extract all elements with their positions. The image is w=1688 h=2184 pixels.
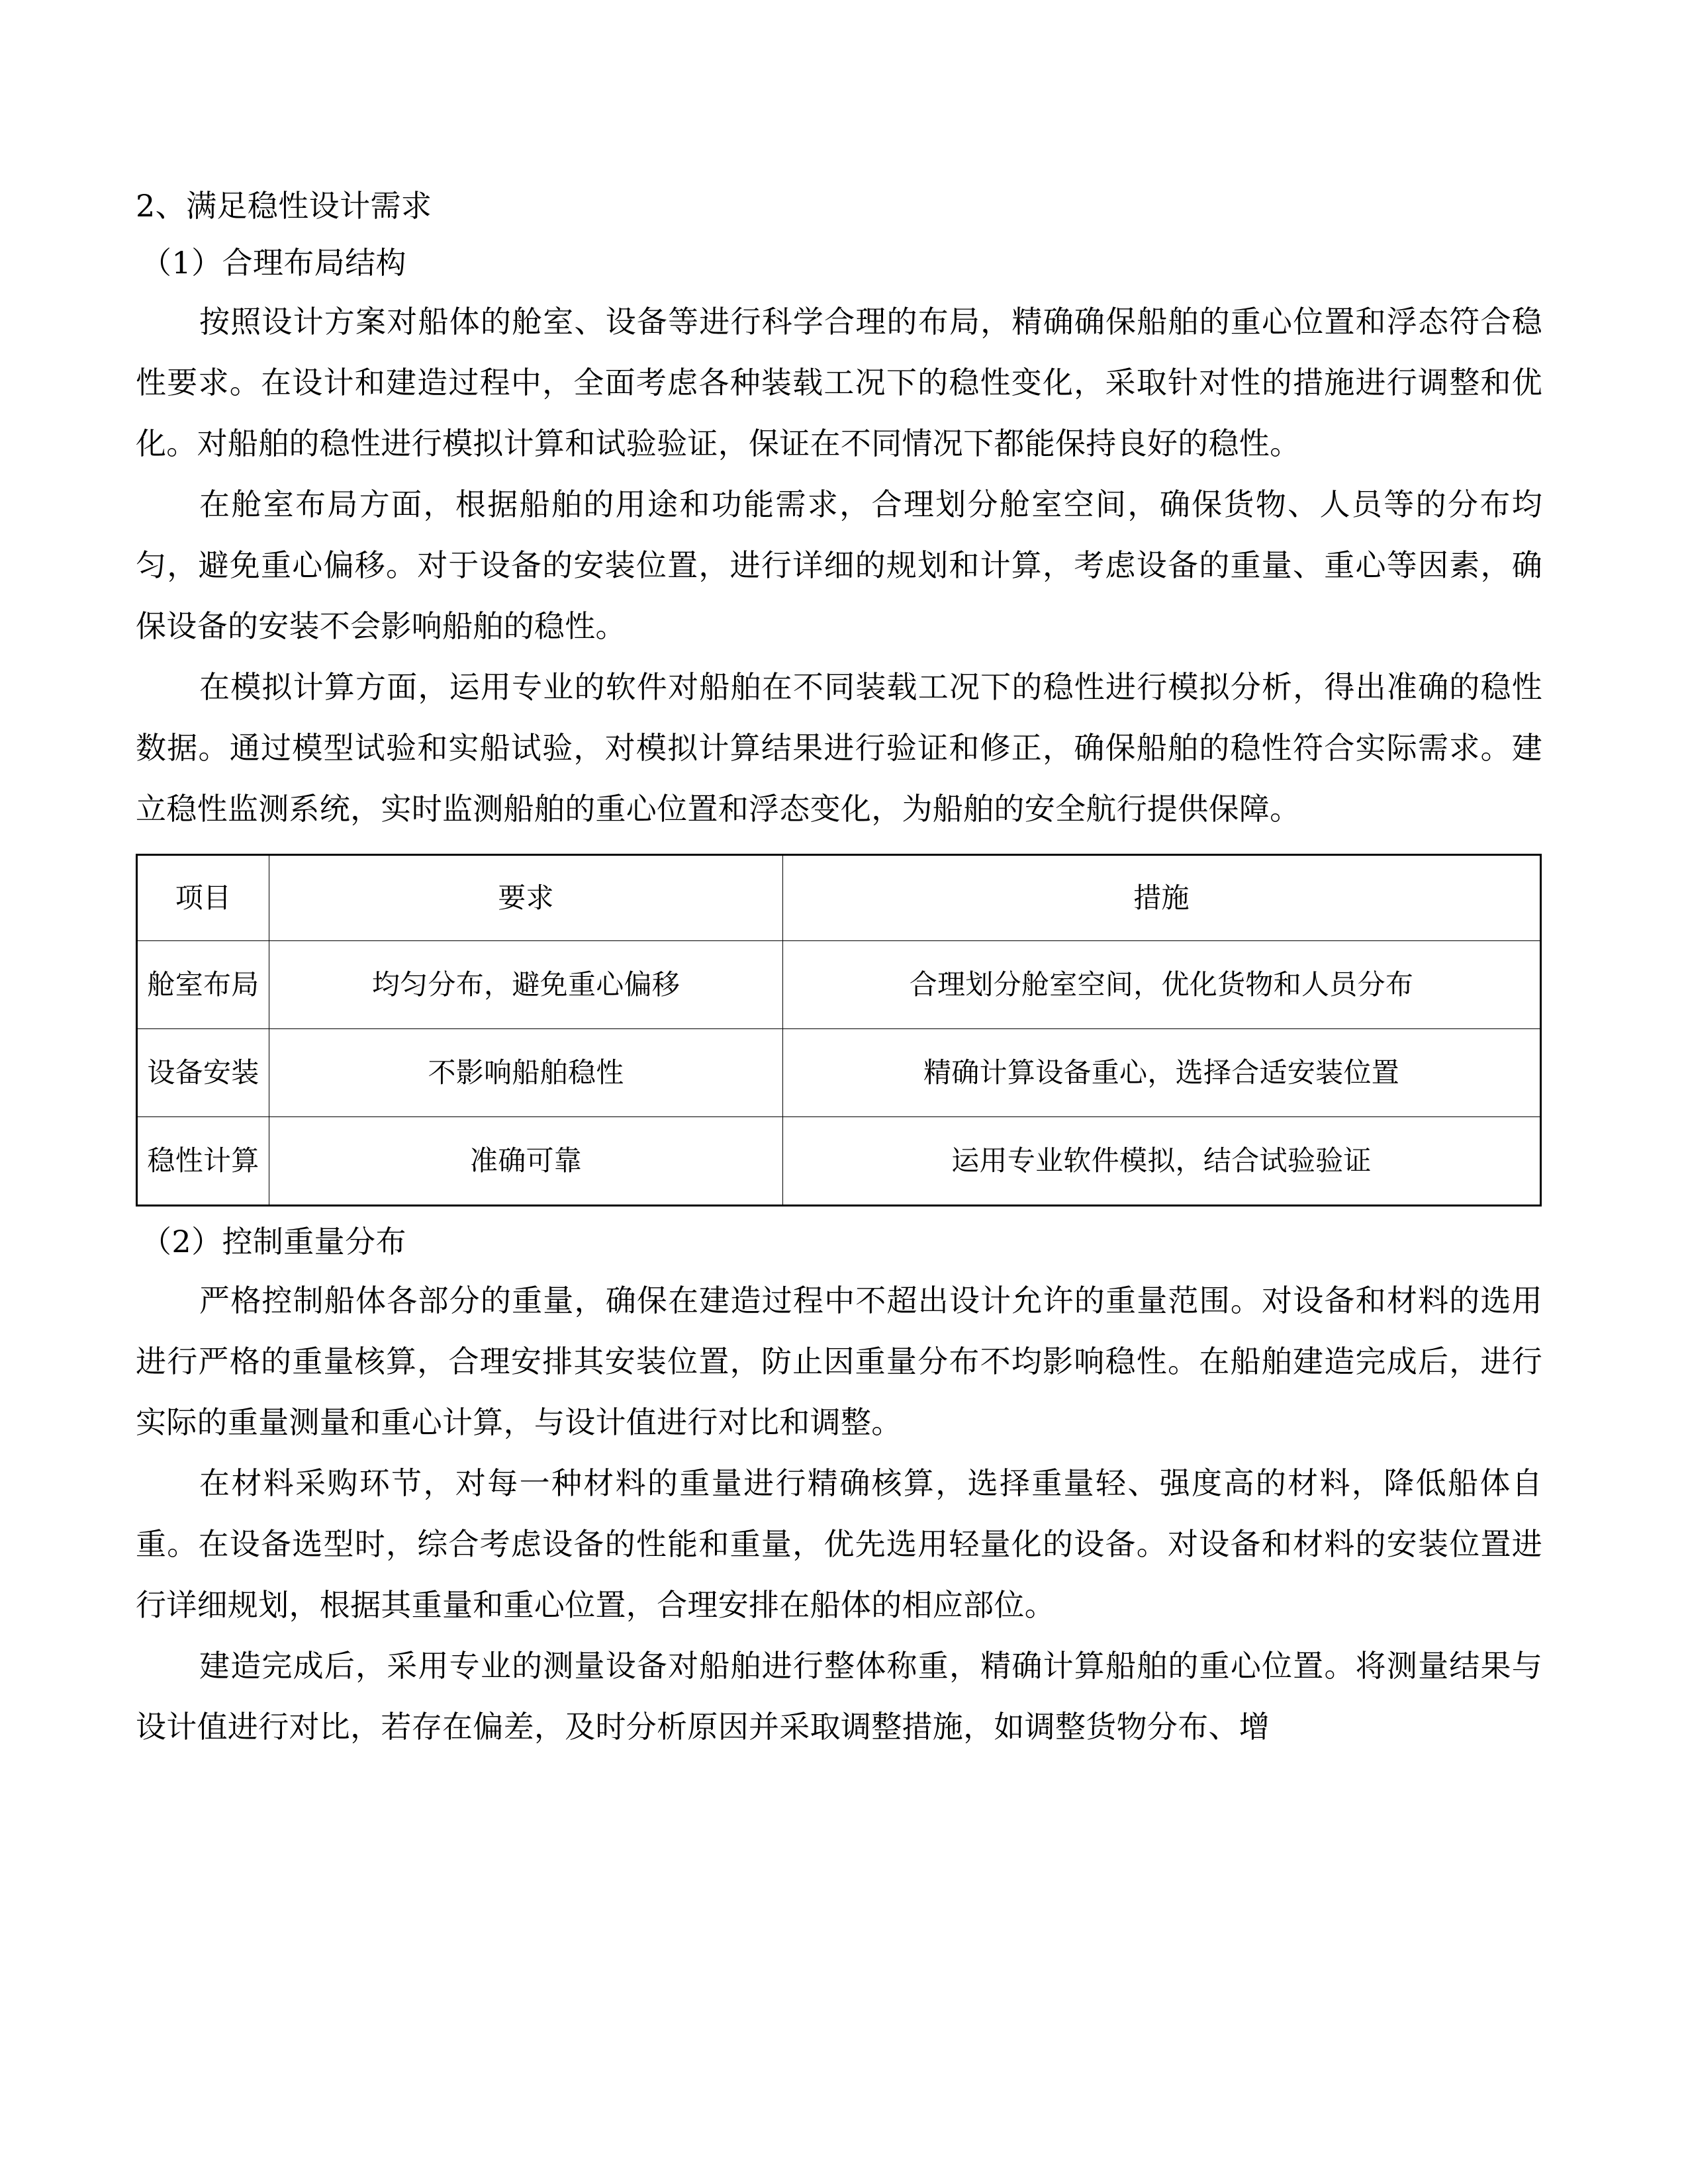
table-cell-measure: 合理划分舱室空间，优化货物和人员分布 bbox=[783, 941, 1541, 1029]
paragraph-simulation: 在模拟计算方面，运用专业的软件对船舶在不同装载工况下的稳性进行模拟分析，得出准确的稳性数据。通过模型试验和实船试验，对模拟计算结果进行验证和修正，确保船舶的稳性符合实际需求。建立稳性监测系统，实时监测船舶的重心位置和浮态变化，为船舶的安全航行提供保障。 bbox=[136, 669, 1542, 827]
table-cell-measure: 运用专业软件模拟，结合试验验证 bbox=[783, 1117, 1541, 1206]
table-cell-requirement: 均匀分布，避免重心偏移 bbox=[269, 941, 783, 1029]
table-cell-requirement: 准确可靠 bbox=[269, 1117, 783, 1206]
table-header-row bbox=[137, 855, 1541, 941]
table-header-requirement: 要求 bbox=[269, 855, 783, 941]
table-cell-requirement: 不影响船舶稳性 bbox=[269, 1029, 783, 1117]
section-heading: 2、满足稳性设计需求 bbox=[136, 188, 432, 224]
stability-measures-table bbox=[136, 854, 1542, 1206]
paragraph-material-procurement: 在材料采购环节，对每一种材料的重量进行精确核算，选择重量轻、强度高的材料，降低船体自重。在设备选型时，综合考虑设备的性能和重量，优先选用轻量化的设备。对设备和材料的安装位置进行详细规划，根据其重量和重心位置，合理安排在船体的相应部位。 bbox=[136, 1465, 1542, 1623]
table-header-measure: 措施 bbox=[783, 855, 1541, 941]
paragraph-weight-control: 严格控制船体各部分的重量，确保在建造过程中不超出设计允许的重量范围。对设备和材料的选用进行严格的重量核算，合理安排其安装位置，防止因重量分布不均影响稳性。在船舶建造完成后，进行实际的重量测量和重心计算，与设计值进行对比和调整。 bbox=[136, 1283, 1542, 1440]
table-cell-item: 稳性计算 bbox=[137, 1117, 269, 1206]
document-body bbox=[136, 177, 1542, 1757]
table-cell-measure: 精确计算设备重心，选择合适安装位置 bbox=[783, 1029, 1541, 1117]
subsection-heading-layout: （1）合理布局结构 bbox=[141, 245, 406, 281]
table-header-item: 项目 bbox=[137, 855, 269, 941]
paragraph-cabin-layout: 在舱室布局方面，根据船舶的用途和功能需求，合理划分舱室空间，确保货物、人员等的分布均匀，避免重心偏移。对于设备的安装位置，进行详细的规划和计算，考虑设备的重量、重心等因素，确保设备的安装不会影响船舶的稳性。 bbox=[136, 486, 1542, 644]
table-row bbox=[137, 1117, 1541, 1206]
paragraph-layout-overview: 按照设计方案对船体的舱室、设备等进行科学合理的布局，精确确保船舶的重心位置和浮态符合稳性要求。在设计和建造过程中，全面考虑各种装载工况下的稳性变化，采取针对性的措施进行调整和优化。对船舶的稳性进行模拟计算和试验验证，保证在不同情况下都能保持良好的稳性。 bbox=[136, 304, 1542, 461]
table-row bbox=[137, 1029, 1541, 1117]
paragraph-final-weighing: 建造完成后，采用专业的测量设备对船舶进行整体称重，精确计算船舶的重心位置。将测量结果与设计值进行对比，若存在偏差，及时分析原因并采取调整措施，如调整货物分布、增 bbox=[136, 1648, 1542, 1745]
table-row bbox=[137, 941, 1541, 1029]
table-cell-item: 设备安装 bbox=[137, 1029, 269, 1117]
subsection-heading-weight: （2）控制重量分布 bbox=[141, 1224, 406, 1259]
spec-table-wrapper bbox=[136, 854, 1542, 1206]
table-cell-item: 舱室布局 bbox=[137, 941, 269, 1029]
